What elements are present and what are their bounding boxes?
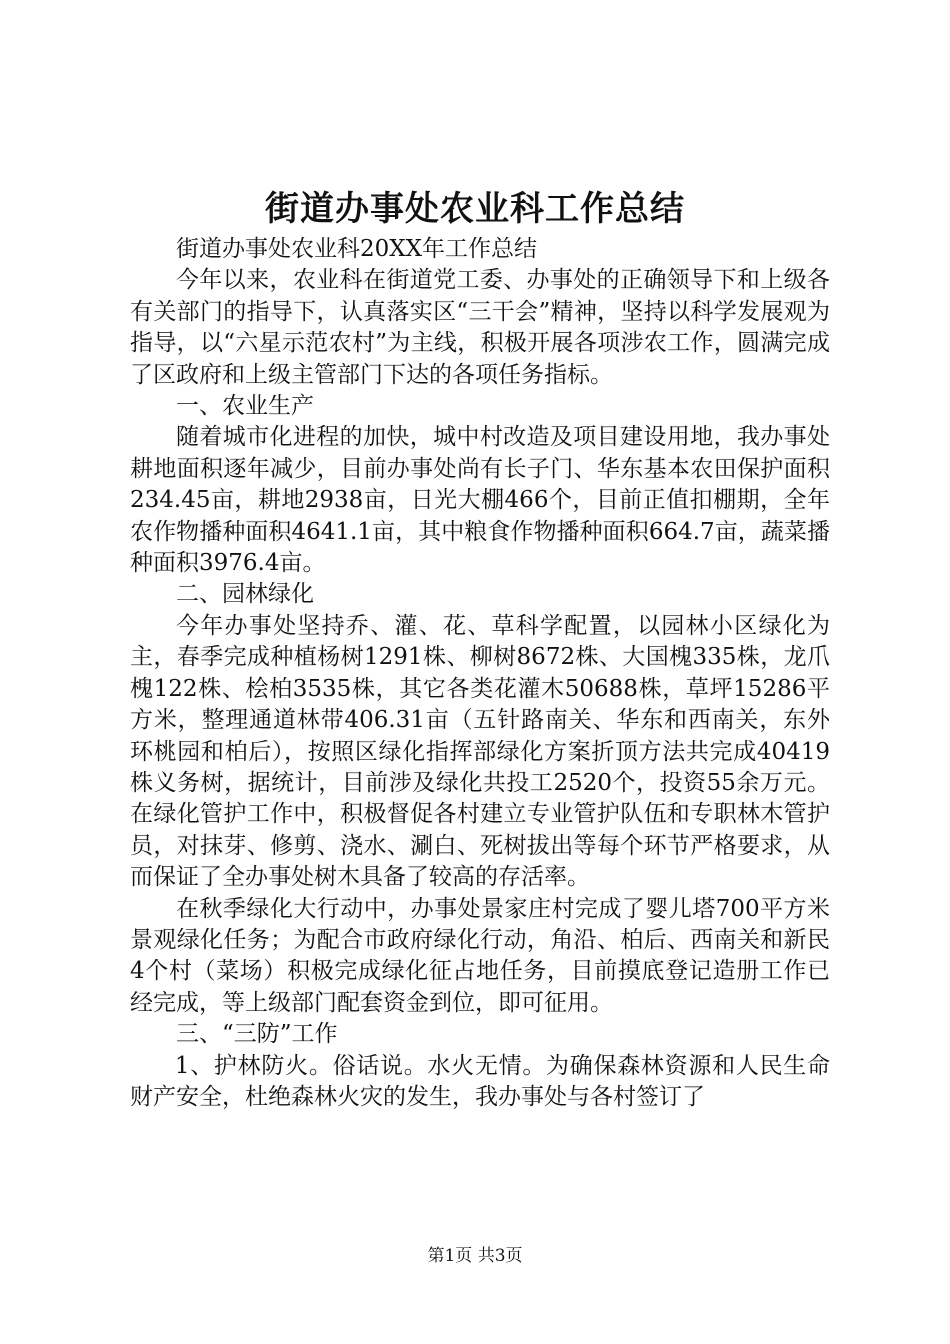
paragraph-agriculture: 随着城市化进程的加快，城中村改造及项目建设用地，我办事处耕地面积逐年减少，目前办事处尚有长子门、华东基本农田保护面积234.45亩，耕地2938亩，日光大棚466个，目前正值扣棚期，全年农作物播种面积4641.1亩，其中粮食作物播种面积664.7亩，蔬菜播种面积3976.4亩。 bbox=[130, 424, 830, 577]
document-subtitle: 街道办事处农业科20XX年工作总结 bbox=[176, 236, 538, 262]
paragraph-autumn-greening: 在秋季绿化大行动中，办事处景家庄村完成了婴儿塔700平方米景观绿化任务；为配合市政府绿化行动，角沿、柏后、西南关和新民4个村（菜场）积极完成绿化征占地任务，目前摸底登记造册工作已经完成，等上级部门配套资金到位，即可征用。 bbox=[130, 895, 830, 1016]
section-heading-greening: 二、园林绿化 bbox=[176, 581, 314, 608]
section-heading-three-prevention: 三、“三防”工作 bbox=[176, 1021, 338, 1048]
paragraph-fire-prevention: 1、护林防火。俗话说。水火无情。为确保森林资源和人民生命财产安全，杜绝森林火灾的发生，我办事处与各村签订了 bbox=[130, 1052, 830, 1110]
document-body bbox=[130, 234, 830, 1113]
page-footer: 第1页 共3页 bbox=[427, 1246, 523, 1266]
document-title: 街道办事处农业科工作总结 bbox=[265, 189, 685, 229]
paragraph-greening: 今年办事处坚持乔、灌、花、草科学配置，以园林小区绿化为主，春季完成种植杨树1291株、柳树8672株、大国槐335株，龙爪槐122株、桧柏3535株，其它各类花灌木50688株，草坪15286平方米，整理通道林带406.31亩（五针路南关、华东和西南关，东外环桃园和柏后），按照区绿化指挥部绿化方案折顶方法共完成40419株义务树，据统计，目前涉及绿化共投工2520个，投资55余万元。在绿化管护工作中，积极督促各村建立专业管护队伍和专职林木管护员，对抹芽、修剪、浇水、涮白、死树拔出等每个环节严格要求，从而保证了全办事处树木具备了较高的存活率。 bbox=[130, 612, 830, 891]
paragraph-intro: 今年以来，农业科在街道党工委、办事处的正确领导下和上级各有关部门的指导下，认真落实区“三干会”精神，坚持以科学发展观为指导，以“六星示范农村”为主线，积极开展各项涉农工作，圆满完成了区政府和上级主管部门下达的各项任务指标。 bbox=[130, 267, 830, 388]
section-heading-agriculture: 一、农业生产 bbox=[176, 393, 314, 420]
